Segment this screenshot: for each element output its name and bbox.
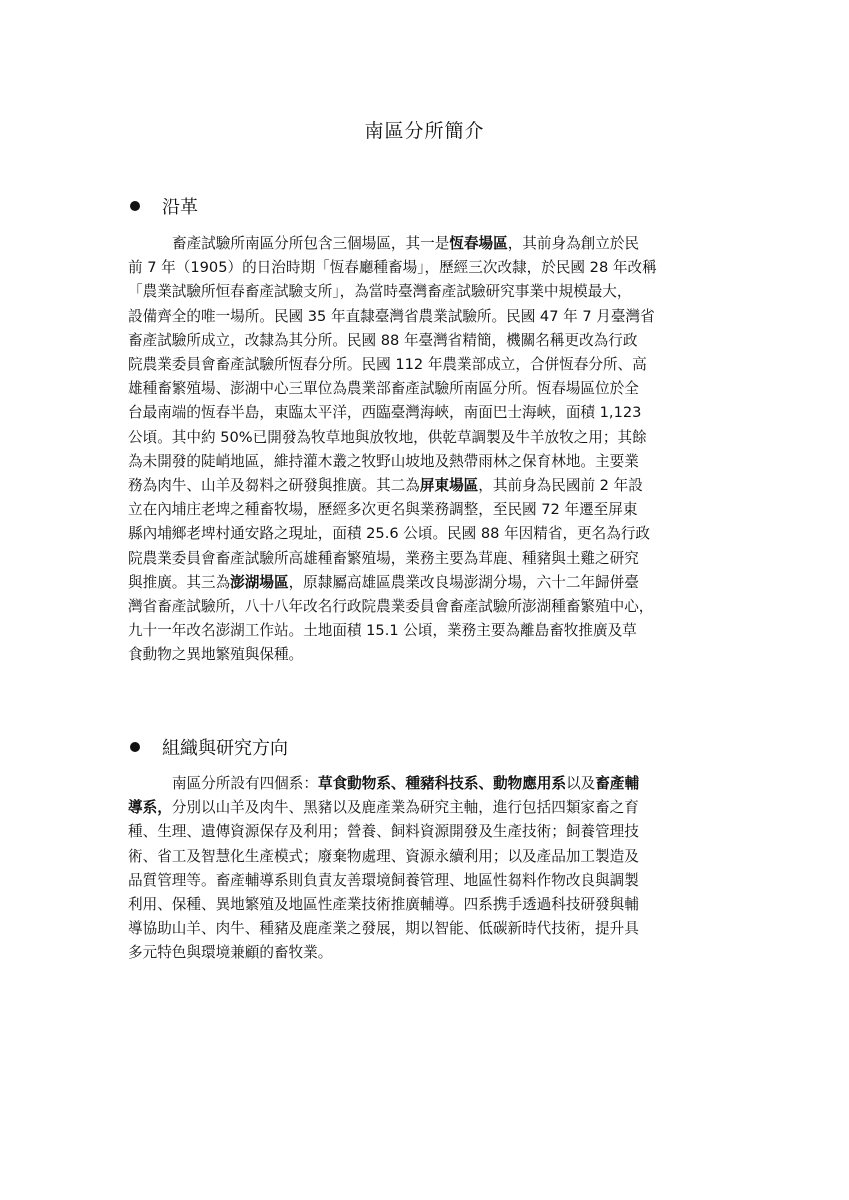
- text-segment: 灣省畜產試驗所，八十八年改名行政院農業委員會畜產試驗所澎湖種畜繁殖中心，: [128, 598, 654, 616]
- text-segment: 南區分所設有四個系：: [172, 775, 318, 792]
- text-segment: 台最南端的恆春半島，東臨太平洋，西臨臺灣海峽，南面巴士海峽，面積 1,123: [128, 404, 642, 422]
- paragraph-line: [128, 571, 726, 595]
- text-segment: 食動物之異地繁殖與保種。: [128, 646, 304, 664]
- text-segment: 前 7 年（1905）的日治時期「恆春廳種畜場」，歷經三次改隸，於民國 28 年改稱: [128, 259, 657, 277]
- paragraph-line: [128, 474, 726, 498]
- paragraph-line: [128, 329, 726, 353]
- paragraph-line: [128, 796, 726, 820]
- paragraph-line: [128, 498, 726, 522]
- paragraph-line: [128, 450, 726, 474]
- paragraph-line: [128, 232, 726, 256]
- paragraph-line: [128, 547, 726, 571]
- text-segment: 畜產試驗所成立，改隸為其分所。民國 88 年臺灣省精簡，機關名稱更改為行政: [128, 331, 638, 349]
- paragraph-line: [128, 869, 726, 893]
- text-segment: 九十一年改名澎湖工作站。土地面積 15.1 公頃，業務主要為離島畜牧推廣及草: [128, 622, 637, 640]
- bullet-icon: [130, 742, 140, 752]
- text-segment: 導協助山羊、肉牛、種豬及鹿產業之發展，期以智能、低碳新時代技術，提升具: [128, 920, 639, 938]
- text-segment: 種、生理、遺傳資源保存及利用；營養、飼料資源開發及生產技術；飼養管理技: [128, 823, 639, 841]
- text-segment: 雄種畜繁殖場、澎湖中心三單位為農業部畜產試驗所南區分所。恆春場區位於全: [128, 380, 639, 398]
- text-segment: 設備齊全的唯一場所。民國 35 年直隸臺灣省農業試驗所。民國 47 年 7 月臺灣省: [128, 307, 655, 325]
- paragraph-line: [128, 280, 726, 304]
- paragraph-line: [128, 256, 726, 280]
- text-segment: 品質管理等。畜產輔導系則負責友善環境飼養管理、地區性芻料作物改良與調製: [128, 871, 639, 889]
- paragraph-line: [128, 619, 726, 643]
- bold-text: 恆春場區: [449, 235, 508, 252]
- text-segment: 院農業委員會畜產試驗所高雄種畜繁殖場，業務主要為茸鹿、種豬與土雞之研究: [128, 549, 639, 567]
- section-heading-text: 沿革: [162, 197, 198, 218]
- text-segment: ，其前身為民國前 2 年設: [478, 477, 643, 495]
- bold-text: 導系，: [128, 799, 172, 817]
- paragraph-line: [128, 595, 726, 619]
- text-segment: 多元特色與環境兼顧的畜牧業。: [128, 944, 333, 962]
- organization-paragraph: [128, 772, 726, 966]
- page-title: 南區分所簡介: [364, 120, 485, 142]
- text-segment: ，原隸屬高雄區農業改良場澎湖分場，六十二年歸併臺: [288, 573, 639, 591]
- text-segment: 公頃。其中約 50%已開發為牧草地與放牧地，供乾草調製及牛羊放牧之用；其餘: [128, 428, 647, 446]
- paragraph-line: [128, 426, 726, 450]
- history-paragraph: [128, 232, 726, 668]
- text-segment: 以及: [566, 775, 596, 792]
- text-segment: 為未開發的陡峭地區，維持灌木叢之牧野山坡地及熱帶雨林之保育林地。主要業: [128, 452, 639, 470]
- bold-text: 草食動物系、種豬科技系、動物應用系: [317, 775, 567, 792]
- paragraph-line: [128, 522, 726, 546]
- text-segment: ，其前身為創立於民: [507, 235, 640, 252]
- section-heading-text: 組織與研究方向: [162, 738, 288, 759]
- paragraph-line: [128, 377, 726, 401]
- paragraph-line: [128, 772, 726, 796]
- text-segment: 立在內埔庄老埤之種畜牧場，歷經多次更名與業務調整，至民國 72 年遷至屏東: [128, 501, 638, 519]
- paragraph-line: [128, 643, 726, 667]
- bullet-icon: [130, 201, 140, 211]
- paragraph-line: [128, 917, 726, 941]
- text-segment: 畜產試驗所南區分所包含三個場區，其一是: [172, 235, 450, 252]
- text-segment: 務為肉牛、山羊及芻料之研發與推廣。其二為: [128, 477, 420, 495]
- text-segment: 「農業試驗所恒春畜產試驗支所」，為當時臺灣畜產試驗研究事業中規模最大，: [128, 283, 632, 301]
- paragraph-line: [128, 893, 726, 917]
- section-heading-organization: [130, 734, 288, 760]
- text-segment: 術、省工及智慧化生產模式；廢棄物處理、資源永續利用；以及產品加工製造及: [128, 847, 639, 865]
- bold-text: 澎湖場區: [230, 573, 289, 591]
- text-segment: 縣內埔鄉老埤村通安路之現址，面積 25.6 公頃。民國 88 年因精省，更名為行政: [128, 525, 651, 543]
- text-segment: 與推廣。其三為: [128, 573, 231, 591]
- paragraph-line: [128, 845, 726, 869]
- text-segment: 院農業委員會畜產試驗所恆春分所。民國 112 年農業部成立，合併恆春分所、高: [128, 356, 647, 374]
- bold-text: 屏東場區: [419, 477, 479, 495]
- paragraph-line: [128, 941, 726, 965]
- text-segment: 利用、保種、異地繁殖及地區性產業技術推廣輔導。四系携手透過科技研發與輔: [128, 896, 639, 914]
- section-heading-history: [130, 193, 198, 219]
- paragraph-line: [128, 305, 726, 329]
- paragraph-line: [128, 820, 726, 844]
- paragraph-line: [128, 353, 726, 377]
- paragraph-line: [128, 401, 726, 425]
- text-segment: 分別以山羊及肉牛、黑豬以及鹿產業為研究主軸，進行包括四類家畜之育: [171, 799, 639, 817]
- bold-text: 畜產輔: [595, 775, 640, 792]
